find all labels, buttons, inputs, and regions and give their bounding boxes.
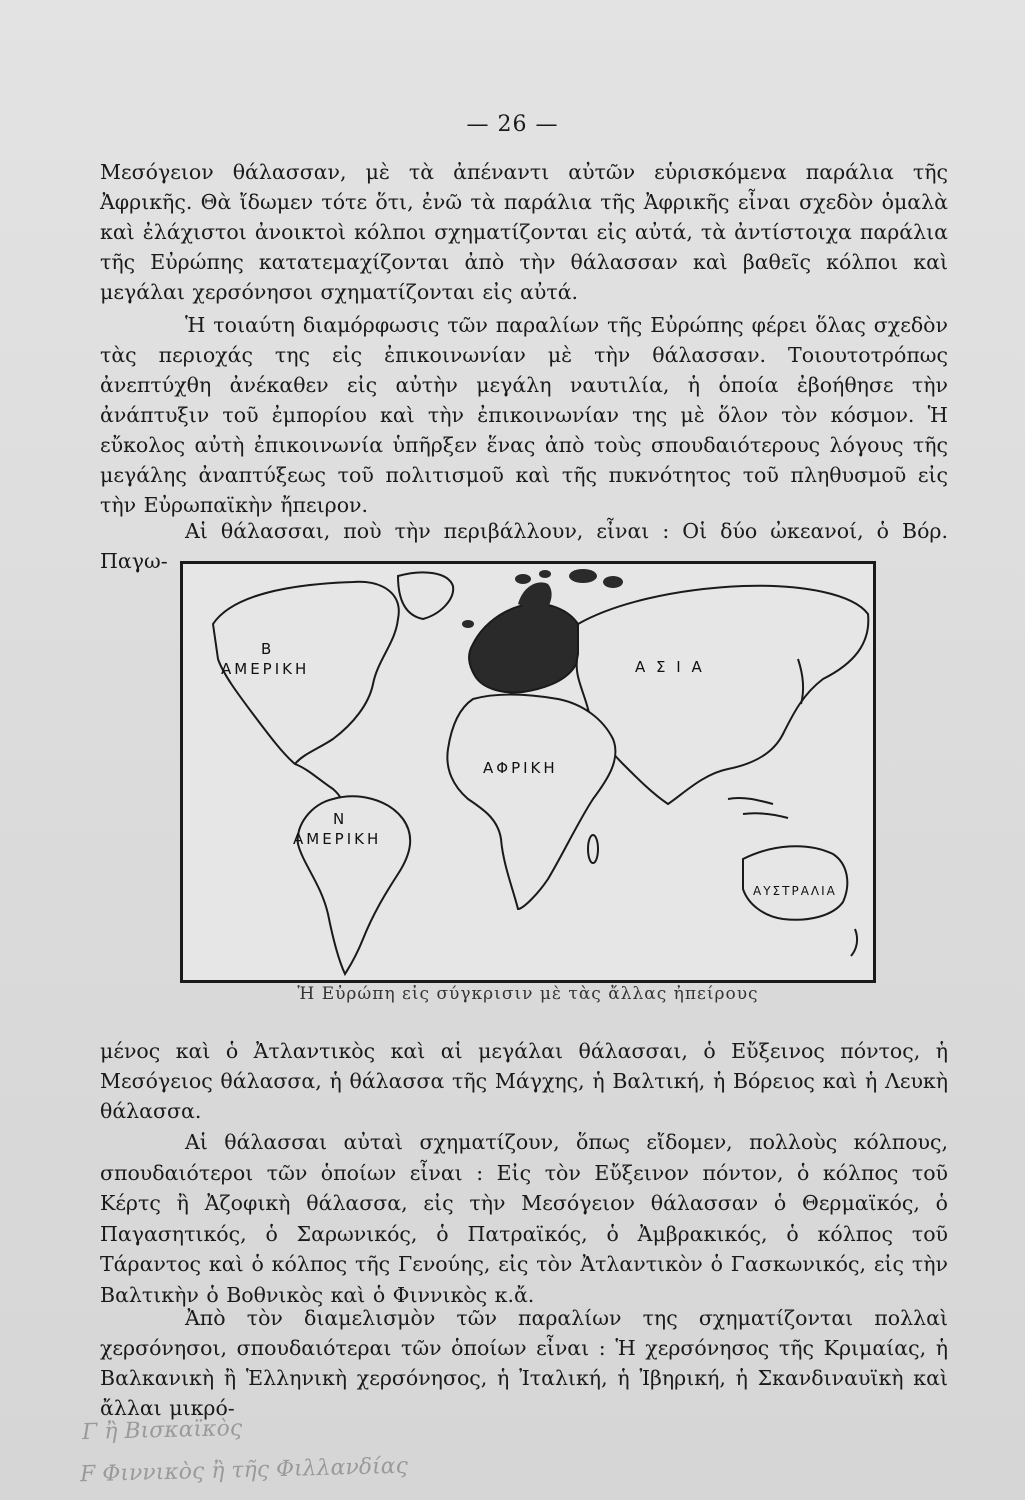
map-label-north-america: ΑΜΕΡΙΚΗ <box>221 660 310 678</box>
australia-outline <box>743 846 847 920</box>
paragraph-seas-start: Αἱ θάλασσαι, ποὺ τὴν περιβάλλουν, εἶναι : Οἱ δύο ὠκεανοί, ὁ Βόρ. Παγω- <box>100 519 948 573</box>
south-america-outline <box>298 796 411 974</box>
paragraph-seas-end: μένος καὶ ὁ Ἀτλαντικὸς καὶ αἱ μεγάλαι θάλασσαι, ὁ Εὔξεινος πόντος, ἡ Μεσόγειος θάλασσα, ἡ θάλασσα τῆς Μάγχης, ἡ Βαλτική, ἡ Βόρειος καὶ ἡ Λευκὴ θάλασσα. <box>100 1039 948 1123</box>
greenland-outline <box>398 572 453 619</box>
paragraph-coast-formation: Ἡ τοιαύτη διαμόρφωσις τῶν παραλίων τῆς Εὐρώπης φέρει ὅλας σχεδὸν τὰς περιοχάς της εἰς ἐπικοινωνίαν μὲ τὴν θάλασσαν. Τοιουτοτρόπως ἀνεπτύχθη ἀνέκαθεν εἰς αὐτὴν μεγάλη ναυτιλία, ἡ ὁποία ἐβοήθησε τὴν ἀνάπτυξιν τοῦ ἐμπορίου καὶ τὴν ἐπικοινωνίαν της μὲ ὅλον τὸν κόσμον. Ἡ εὔκολος αὐτὴ ἐπικοινωνία ὑπῆρξεν ἕνας ἀπὸ τοὺς σπουδαιότερους λόγους τῆς μεγάλης ἀναπτύξεως τοῦ πολιτισμοῦ καὶ τῆς πυκνότητος τοῦ πληθυσμοῦ εἰς τὴν Εὐρωπαϊκὴν ἤπειρον. <box>100 313 948 517</box>
paragraph-peninsulas: Ἀπὸ τὸν διαμελισμὸν τῶν παραλίων της σχηματίζονται πολλαὶ χερσόνησοι, σπουδαιότεραι τῶν ὁποίων εἶναι : Ἡ χερσόνησος τῆς Κριμαίας, ἡ Βαλκανικὴ ἢ Ἑλληνικὴ χερσόνησος, ἡ Ἰταλική, ἡ Ἰβηρική, ἡ Σκανδιναυϊκὴ καὶ ἄλλαι μικρό- <box>100 1306 948 1420</box>
madagascar-outline <box>588 835 598 863</box>
europe-shape <box>469 604 583 693</box>
map-label-australia: ΑΥΣΤΡΑΛΙΑ <box>753 884 837 898</box>
arctic-island-3 <box>569 569 597 583</box>
map-label-asia: Α Σ Ι Α <box>635 658 705 676</box>
indonesia-outline <box>728 798 788 818</box>
map-caption: Ἡ Εὐρώπη εἰς σύγκρισιν μὲ τὰς ἄλλας ἠπείρους <box>297 984 759 1004</box>
handwritten-note-1: Γ ἢ Βισκαϊκὸς <box>81 1415 243 1446</box>
handwritten-note-2: F Φιννικὸς ἢ τῆς Φιλλανδίας <box>79 1453 409 1488</box>
map-label-b: Β <box>261 640 275 658</box>
arctic-island-1 <box>515 574 531 584</box>
arctic-island-2 <box>539 570 551 578</box>
new-zealand-outline <box>851 929 857 956</box>
paragraph-coasts-comparison: Μεσόγειον θάλασσαν, μὲ τὰ ἀπέναντι αὐτῶν εὑρισκόμενα παράλια τῆς Ἀφρικῆς. Θὰ ἴδωμεν τότε ὅτι, ἐνῶ τὰ παράλια τῆς Ἀφρικῆς εἶναι σχεδὸν ὁμαλὰ καὶ ἐλάχιστοι ἀνοικτοὶ κόλποι σχηματίζονται εἰς αὐτά, τὰ ἀντίστοιχα παράλια τῆς Εὐρώπης κατατεμαχίζονται ἀπὸ τὴν θάλασσαν καὶ βαθεῖς κόλποι καὶ μεγάλαι χερσόνησοι σχηματίζονται εἰς αὐτά. <box>100 160 948 304</box>
arctic-island-5 <box>462 620 474 628</box>
page-number: — 26 — <box>466 112 559 137</box>
map-label-n: Ν <box>333 810 348 828</box>
paragraph-gulfs: Αἱ θάλασσαι αὐταὶ σχηματίζουν, ὅπως εἴδομεν, πολλοὺς κόλπους, σπουδαιότεροι τῶν ὁποίων εἶναι : Εἰς τὸν Εὔξεινον πόντον, ὁ κόλπος τοῦ Κέρτς ἢ Ἀζοφικὴ θάλασσα, εἰς τὴν Μεσόγειον θάλασσαν ὁ Θερμαϊκός, ὁ Παγασητικός, ὁ Σαρωνικός, ὁ Πατραϊκός, ὁ Ἀμβρακικός, ὁ κόλπος τοῦ Τάραντος καὶ ὁ κόλπος τῆς Γενούης, εἰς τὸν Ἀτλαντικὸν ὁ Γασκωνικός, εἰς τὴν Βαλτικὴν ὁ Βοθνικὸς καὶ ὁ Φιννικὸς κ.ἄ. <box>100 1130 948 1307</box>
asia-outline <box>577 586 869 804</box>
africa-outline <box>447 694 615 909</box>
map-label-africa: ΑΦΡΙΚΗ <box>483 759 558 777</box>
world-map-figure <box>180 561 876 983</box>
map-label-south-america: ΑΜΕΡΙΚΗ <box>293 830 382 848</box>
arctic-island-4 <box>603 576 623 588</box>
